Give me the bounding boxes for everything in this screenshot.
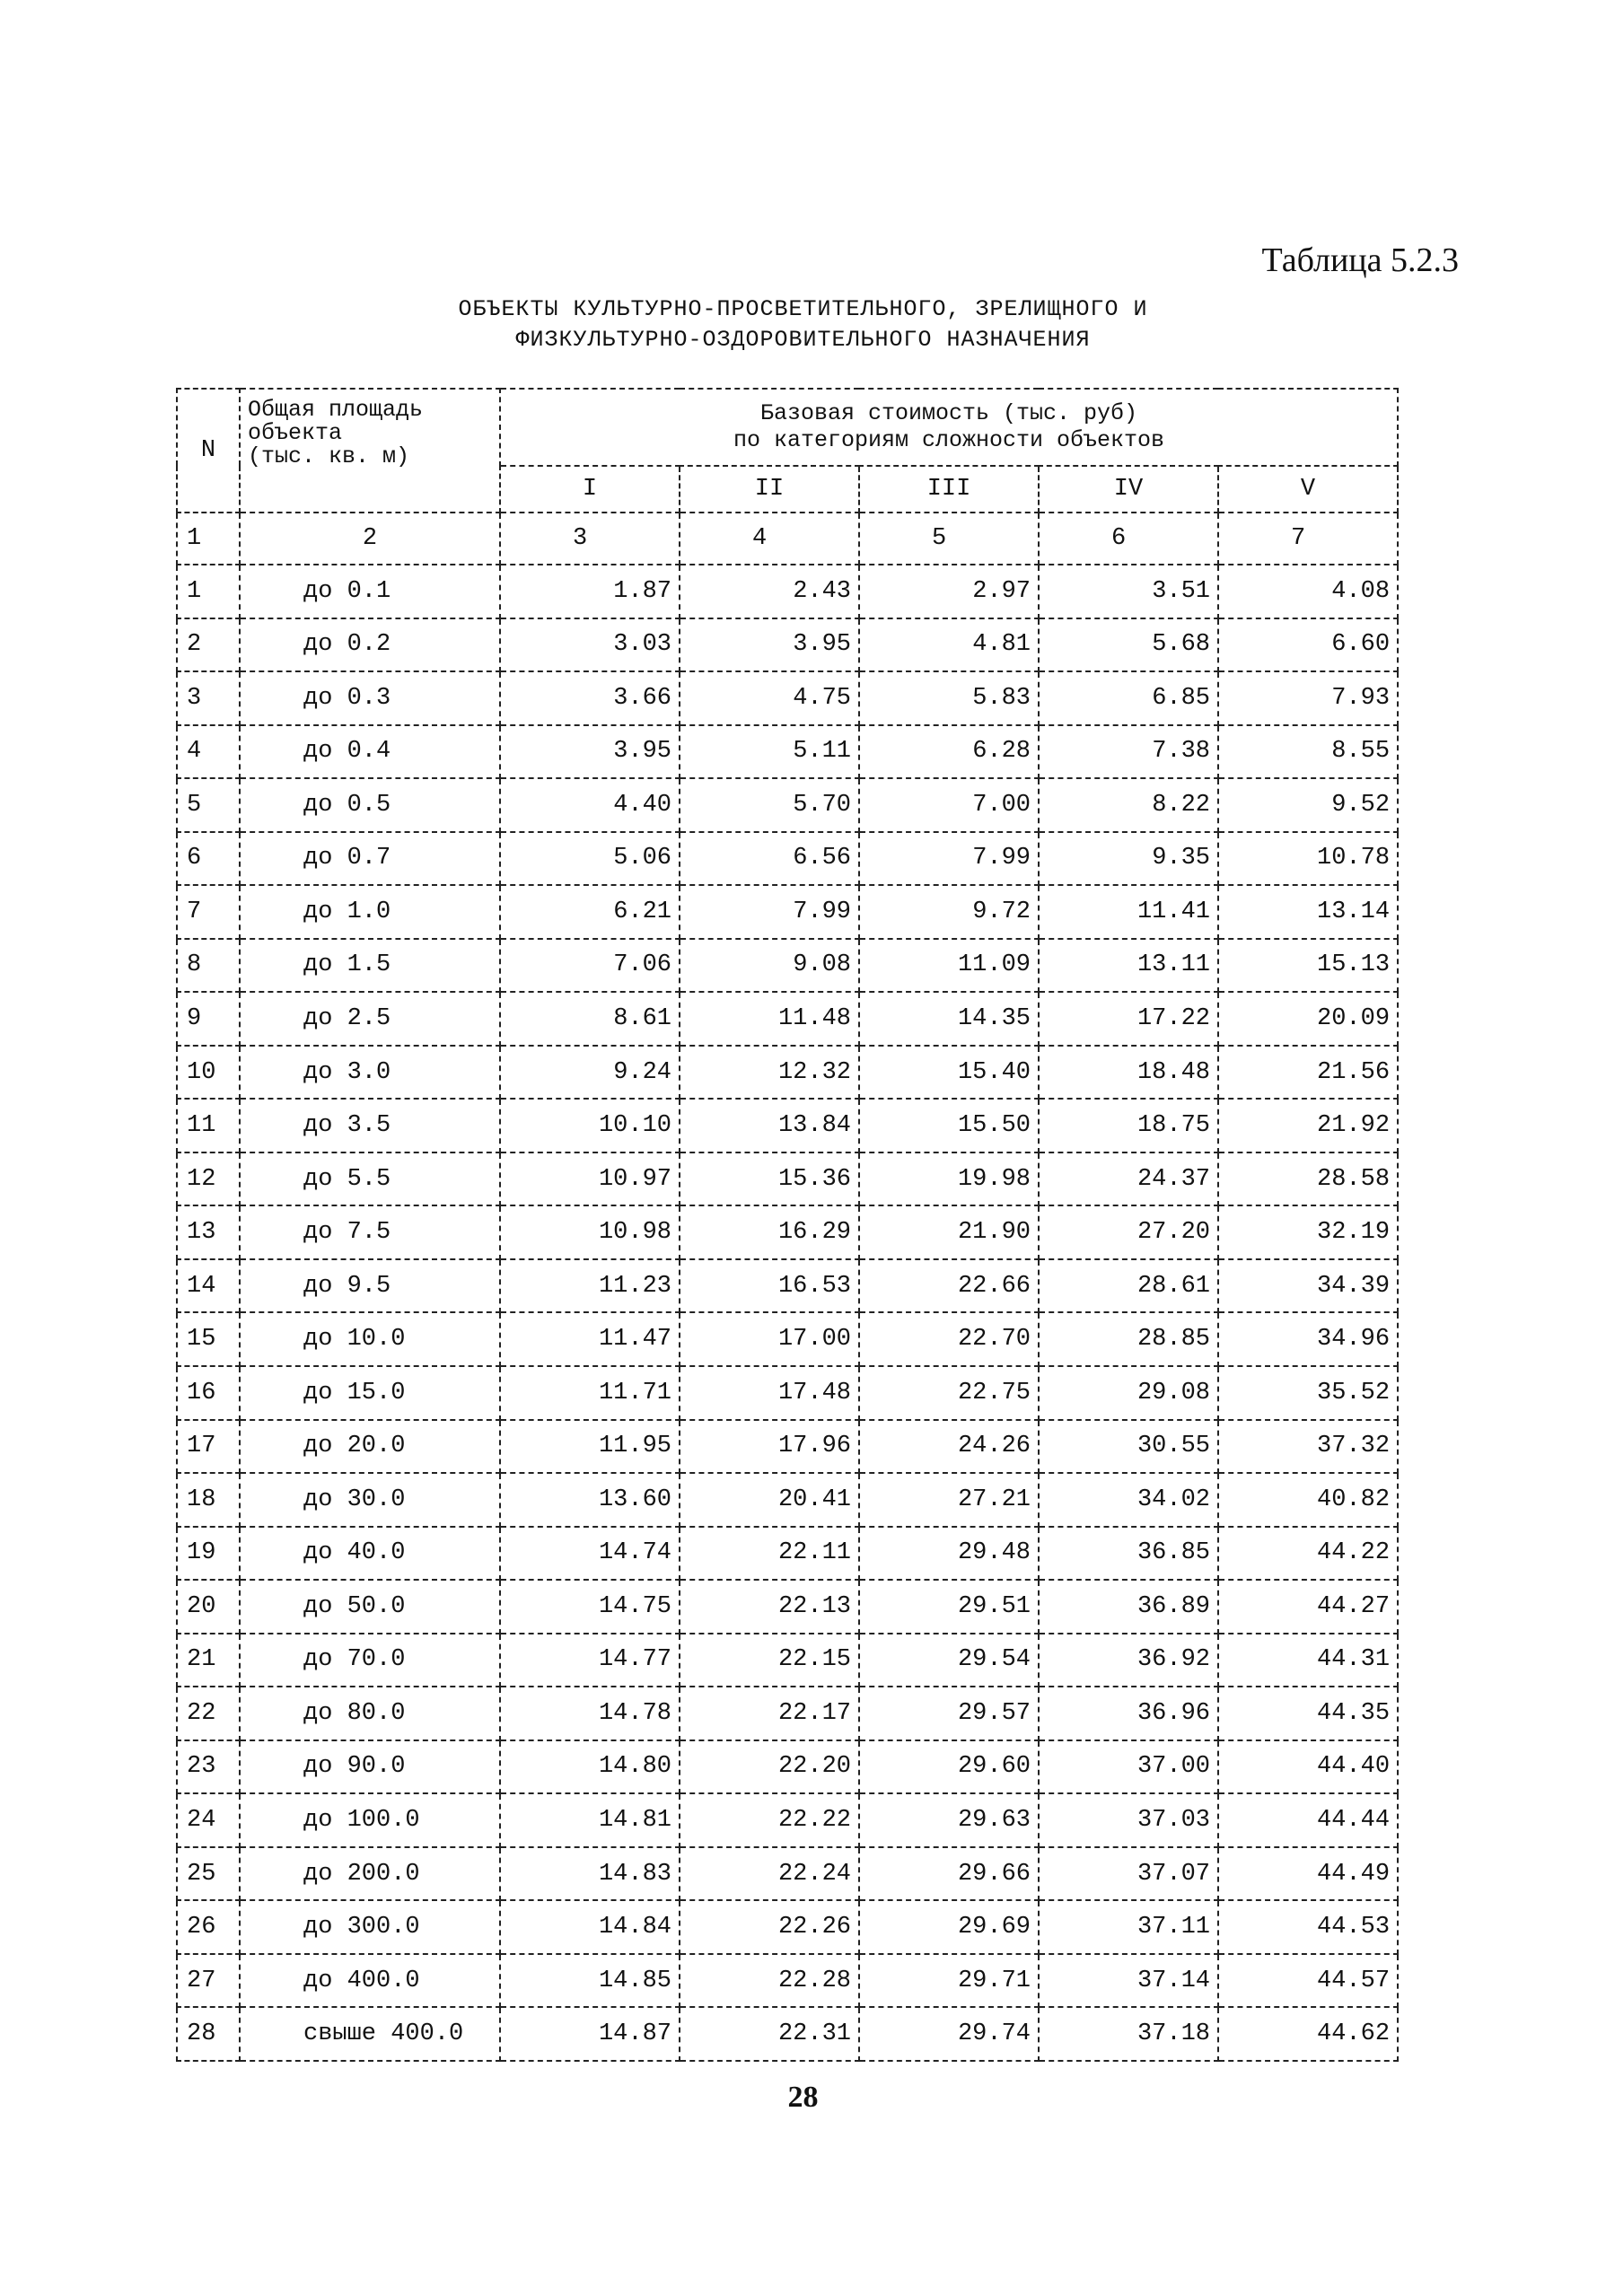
area-cell: до 40.0 (240, 1527, 500, 1581)
area-cell: до 200.0 (240, 1847, 500, 1901)
row-number: 6 (177, 832, 240, 886)
cost-cell: 4.81 (859, 618, 1039, 672)
table-row (177, 1847, 1398, 1901)
cost-cell: 11.23 (500, 1259, 680, 1313)
table-row (177, 1740, 1398, 1794)
cost-cell: 22.26 (680, 1900, 859, 1954)
cost-cell: 5.11 (680, 725, 859, 779)
cost-cell: 1.87 (500, 565, 680, 618)
row-number: 2 (177, 618, 240, 672)
area-cell: до 300.0 (240, 1900, 500, 1954)
cost-cell: 14.83 (500, 1847, 680, 1901)
table-row (177, 1954, 1398, 2008)
cost-cell: 22.11 (680, 1527, 859, 1581)
cost-cell: 44.49 (1218, 1847, 1398, 1901)
header-n: N (177, 389, 240, 513)
cost-cell: 21.92 (1218, 1099, 1398, 1152)
cost-cell: 22.66 (859, 1259, 1039, 1313)
column-number: 6 (1039, 513, 1218, 565)
cost-cell: 13.11 (1039, 939, 1218, 993)
table-row (177, 778, 1398, 832)
cost-cell: 37.18 (1039, 2007, 1218, 2061)
area-cell: до 10.0 (240, 1312, 500, 1366)
area-cell: до 1.0 (240, 885, 500, 939)
area-cell: до 80.0 (240, 1687, 500, 1740)
header-area (240, 389, 500, 513)
column-number: 7 (1218, 513, 1398, 565)
table-row (177, 1527, 1398, 1581)
cost-cell: 22.22 (680, 1793, 859, 1847)
cost-cell: 10.98 (500, 1205, 680, 1259)
cost-cell: 22.24 (680, 1847, 859, 1901)
area-cell: до 70.0 (240, 1634, 500, 1687)
table-row (177, 939, 1398, 993)
cost-cell: 10.78 (1218, 832, 1398, 886)
table-row (177, 1634, 1398, 1687)
cost-cell: 24.26 (859, 1420, 1039, 1474)
cost-cell: 44.53 (1218, 1900, 1398, 1954)
cost-cell: 37.00 (1039, 1740, 1218, 1794)
cost-cell: 12.32 (680, 1046, 859, 1100)
row-number: 24 (177, 1793, 240, 1847)
cost-cell: 21.56 (1218, 1046, 1398, 1100)
row-number: 19 (177, 1527, 240, 1581)
area-cell: до 90.0 (240, 1740, 500, 1794)
cost-cell: 5.68 (1039, 618, 1218, 672)
category-ii: II (680, 466, 859, 513)
cost-cell: 29.63 (859, 1793, 1039, 1847)
category-v: V (1218, 466, 1398, 513)
cost-cell: 7.99 (680, 885, 859, 939)
cost-cell: 21.90 (859, 1205, 1039, 1259)
cost-cell: 17.48 (680, 1366, 859, 1420)
row-number: 16 (177, 1366, 240, 1420)
cost-cell: 5.70 (680, 778, 859, 832)
cost-cell: 6.60 (1218, 618, 1398, 672)
cost-cell: 44.35 (1218, 1687, 1398, 1740)
table-row (177, 1900, 1398, 1954)
table-row (177, 1312, 1398, 1366)
cost-cell: 10.97 (500, 1152, 680, 1206)
cost-cell: 22.13 (680, 1580, 859, 1634)
cost-cell: 44.62 (1218, 2007, 1398, 2061)
cost-cell: 9.52 (1218, 778, 1398, 832)
cost-cell: 11.09 (859, 939, 1039, 993)
cost-cell: 17.96 (680, 1420, 859, 1474)
cost-cell: 36.92 (1039, 1634, 1218, 1687)
cost-cell: 17.22 (1039, 992, 1218, 1046)
cost-cell: 22.70 (859, 1312, 1039, 1366)
row-number: 21 (177, 1634, 240, 1687)
column-number: 1 (177, 513, 240, 565)
table-row (177, 885, 1398, 939)
cost-cell: 22.15 (680, 1634, 859, 1687)
cost-cell: 11.95 (500, 1420, 680, 1474)
table-row (177, 992, 1398, 1046)
cost-cell: 35.52 (1218, 1366, 1398, 1420)
area-cell: до 5.5 (240, 1152, 500, 1206)
cost-cell: 6.28 (859, 725, 1039, 779)
area-cell: до 7.5 (240, 1205, 500, 1259)
cost-cell: 8.22 (1039, 778, 1218, 832)
cost-cell: 20.09 (1218, 992, 1398, 1046)
table-row (177, 1366, 1398, 1420)
cost-cell: 29.66 (859, 1847, 1039, 1901)
cost-cell: 7.93 (1218, 671, 1398, 725)
cost-cell: 40.82 (1218, 1473, 1398, 1527)
cost-cell: 10.10 (500, 1099, 680, 1152)
cost-cell: 28.61 (1039, 1259, 1218, 1313)
cost-cell: 29.74 (859, 2007, 1039, 2061)
cost-cell: 11.47 (500, 1312, 680, 1366)
cost-cell: 30.55 (1039, 1420, 1218, 1474)
table-row (177, 1687, 1398, 1740)
cost-cell: 44.22 (1218, 1527, 1398, 1581)
cost-cell: 34.39 (1218, 1259, 1398, 1313)
cost-cell: 5.06 (500, 832, 680, 886)
page-number: 28 (787, 2081, 819, 2114)
cost-cell: 29.48 (859, 1527, 1039, 1581)
cost-cell: 28.85 (1039, 1312, 1218, 1366)
row-number: 11 (177, 1099, 240, 1152)
area-cell: до 2.5 (240, 992, 500, 1046)
cost-cell: 15.50 (859, 1099, 1039, 1152)
area-cell: до 100.0 (240, 1793, 500, 1847)
table-title-line-2: ФИЗКУЛЬТУРНО-ОЗДОРОВИТЕЛЬНОГО НАЗНАЧЕНИЯ (515, 327, 1091, 353)
cost-cell: 4.40 (500, 778, 680, 832)
cost-cell: 37.11 (1039, 1900, 1218, 1954)
table-row (177, 725, 1398, 779)
cost-cell: 7.38 (1039, 725, 1218, 779)
area-cell: до 3.5 (240, 1099, 500, 1152)
header-cost-line-2: по категориям сложности объектов (733, 427, 1165, 453)
cost-cell: 22.28 (680, 1954, 859, 2008)
cost-cell: 9.24 (500, 1046, 680, 1100)
cost-cell: 3.95 (500, 725, 680, 779)
cost-cell: 29.71 (859, 1954, 1039, 2008)
cost-cell: 6.56 (680, 832, 859, 886)
cost-cell: 14.85 (500, 1954, 680, 2008)
cost-cell: 15.36 (680, 1152, 859, 1206)
cost-cell: 22.20 (680, 1740, 859, 1794)
cost-cell: 5.83 (859, 671, 1039, 725)
row-number: 1 (177, 565, 240, 618)
cost-cell: 18.48 (1039, 1046, 1218, 1100)
row-number: 8 (177, 939, 240, 993)
table-row (177, 1152, 1398, 1206)
cost-table (176, 388, 1399, 2062)
cost-cell: 7.06 (500, 939, 680, 993)
category-iv: IV (1039, 466, 1218, 513)
cost-cell: 29.60 (859, 1740, 1039, 1794)
area-cell: до 0.5 (240, 778, 500, 832)
cost-cell: 14.80 (500, 1740, 680, 1794)
cost-cell: 8.55 (1218, 725, 1398, 779)
table-row (177, 1420, 1398, 1474)
row-number: 14 (177, 1259, 240, 1313)
cost-cell: 3.51 (1039, 565, 1218, 618)
header-area-line-3: (тыс. кв. м) (248, 443, 410, 469)
cost-cell: 14.35 (859, 992, 1039, 1046)
row-number: 27 (177, 1954, 240, 2008)
table-body (177, 565, 1398, 2061)
cost-cell: 14.78 (500, 1687, 680, 1740)
cost-cell: 13.84 (680, 1099, 859, 1152)
cost-cell: 2.43 (680, 565, 859, 618)
row-number: 9 (177, 992, 240, 1046)
table-row (177, 618, 1398, 672)
cost-cell: 17.00 (680, 1312, 859, 1366)
table-row (177, 1793, 1398, 1847)
cost-cell: 44.57 (1218, 1954, 1398, 2008)
area-cell: до 50.0 (240, 1580, 500, 1634)
column-number: 5 (859, 513, 1039, 565)
cost-cell: 36.85 (1039, 1527, 1218, 1581)
row-number: 13 (177, 1205, 240, 1259)
cost-cell: 6.21 (500, 885, 680, 939)
area-cell: до 0.4 (240, 725, 500, 779)
cost-cell: 13.60 (500, 1473, 680, 1527)
cost-cell: 27.20 (1039, 1205, 1218, 1259)
cost-cell: 37.03 (1039, 1793, 1218, 1847)
area-cell: до 400.0 (240, 1954, 500, 2008)
cost-cell: 14.87 (500, 2007, 680, 2061)
row-number: 15 (177, 1312, 240, 1366)
row-number: 7 (177, 885, 240, 939)
area-cell: до 0.3 (240, 671, 500, 725)
cost-cell: 15.13 (1218, 939, 1398, 993)
area-cell: до 9.5 (240, 1259, 500, 1313)
table-row (177, 671, 1398, 725)
cost-cell: 3.95 (680, 618, 859, 672)
cost-cell: 14.75 (500, 1580, 680, 1634)
cost-cell: 8.61 (500, 992, 680, 1046)
row-number: 28 (177, 2007, 240, 2061)
row-number: 18 (177, 1473, 240, 1527)
cost-cell: 36.89 (1039, 1580, 1218, 1634)
table-row (177, 2007, 1398, 2061)
row-number: 26 (177, 1900, 240, 1954)
cost-cell: 22.31 (680, 2007, 859, 2061)
cost-cell: 34.96 (1218, 1312, 1398, 1366)
table-row (177, 1099, 1398, 1152)
category-i: I (500, 466, 680, 513)
cost-cell: 9.72 (859, 885, 1039, 939)
table-row (177, 832, 1398, 886)
table-row (177, 565, 1398, 618)
cost-cell: 37.07 (1039, 1847, 1218, 1901)
cost-cell: 18.75 (1039, 1099, 1218, 1152)
area-cell: до 30.0 (240, 1473, 500, 1527)
header-area-line-1: Общая площадь (248, 397, 424, 423)
column-number: 3 (500, 513, 680, 565)
cost-cell: 14.81 (500, 1793, 680, 1847)
cost-cell: 19.98 (859, 1152, 1039, 1206)
header-row-1 (177, 389, 1398, 466)
column-number: 4 (680, 513, 859, 565)
cost-cell: 36.96 (1039, 1687, 1218, 1740)
area-cell: до 3.0 (240, 1046, 500, 1100)
cost-cell: 3.66 (500, 671, 680, 725)
cost-cell: 6.85 (1039, 671, 1218, 725)
cost-cell: 4.75 (680, 671, 859, 725)
table-label: Таблица 5.2.3 (1261, 241, 1459, 279)
area-cell: до 0.1 (240, 565, 500, 618)
cost-cell: 37.14 (1039, 1954, 1218, 2008)
cost-cell: 29.69 (859, 1900, 1039, 1954)
area-cell: до 20.0 (240, 1420, 500, 1474)
table-row (177, 1046, 1398, 1100)
cost-cell: 29.08 (1039, 1366, 1218, 1420)
cost-cell: 14.74 (500, 1527, 680, 1581)
table-row (177, 1205, 1398, 1259)
column-number-row (177, 513, 1398, 565)
column-number: 2 (240, 513, 500, 565)
cost-cell: 44.40 (1218, 1740, 1398, 1794)
cost-cell: 16.29 (680, 1205, 859, 1259)
row-number: 10 (177, 1046, 240, 1100)
cost-cell: 16.53 (680, 1259, 859, 1313)
cost-cell: 7.99 (859, 832, 1039, 886)
table-row (177, 1473, 1398, 1527)
cost-cell: 4.08 (1218, 565, 1398, 618)
table-row (177, 1259, 1398, 1313)
cost-cell: 20.41 (680, 1473, 859, 1527)
table-title (0, 294, 1606, 355)
cost-cell: 32.19 (1218, 1205, 1398, 1259)
cost-cell: 11.48 (680, 992, 859, 1046)
row-number: 22 (177, 1687, 240, 1740)
row-number: 17 (177, 1420, 240, 1474)
cost-cell: 29.57 (859, 1687, 1039, 1740)
cost-cell: 2.97 (859, 565, 1039, 618)
cost-cell: 11.41 (1039, 885, 1218, 939)
area-cell: до 0.7 (240, 832, 500, 886)
header-area-line-2: объекта (248, 420, 343, 446)
row-number: 5 (177, 778, 240, 832)
area-cell: до 0.2 (240, 618, 500, 672)
cost-cell: 14.84 (500, 1900, 680, 1954)
cost-table-container (176, 388, 1397, 2062)
cost-cell: 13.14 (1218, 885, 1398, 939)
area-cell: свыше 400.0 (240, 2007, 500, 2061)
cost-cell: 29.51 (859, 1580, 1039, 1634)
cost-cell: 28.58 (1218, 1152, 1398, 1206)
cost-cell: 27.21 (859, 1473, 1039, 1527)
header-base-cost (500, 389, 1398, 466)
cost-cell: 9.08 (680, 939, 859, 993)
category-iii: III (859, 466, 1039, 513)
cost-cell: 37.32 (1218, 1420, 1398, 1474)
cost-cell: 34.02 (1039, 1473, 1218, 1527)
row-number: 12 (177, 1152, 240, 1206)
row-number: 4 (177, 725, 240, 779)
header-cost-line-1: Базовая стоимость (тыс. руб) (759, 400, 1138, 426)
cost-cell: 14.77 (500, 1634, 680, 1687)
area-cell: до 15.0 (240, 1366, 500, 1420)
cost-cell: 44.31 (1218, 1634, 1398, 1687)
cost-cell: 7.00 (859, 778, 1039, 832)
row-number: 23 (177, 1740, 240, 1794)
table-row (177, 1580, 1398, 1634)
cost-cell: 11.71 (500, 1366, 680, 1420)
cost-cell: 9.35 (1039, 832, 1218, 886)
cost-cell: 44.44 (1218, 1793, 1398, 1847)
cost-cell: 3.03 (500, 618, 680, 672)
table-title-line-1: ОБЪЕКТЫ КУЛЬТУРНО-ПРОСВЕТИТЕЛЬНОГО, ЗРЕЛИЩНОГО И (458, 296, 1148, 322)
row-number: 3 (177, 671, 240, 725)
cost-cell: 24.37 (1039, 1152, 1218, 1206)
cost-cell: 15.40 (859, 1046, 1039, 1100)
cost-cell: 22.75 (859, 1366, 1039, 1420)
cost-cell: 44.27 (1218, 1580, 1398, 1634)
row-number: 20 (177, 1580, 240, 1634)
cost-cell: 29.54 (859, 1634, 1039, 1687)
area-cell: до 1.5 (240, 939, 500, 993)
cost-cell: 22.17 (680, 1687, 859, 1740)
row-number: 25 (177, 1847, 240, 1901)
